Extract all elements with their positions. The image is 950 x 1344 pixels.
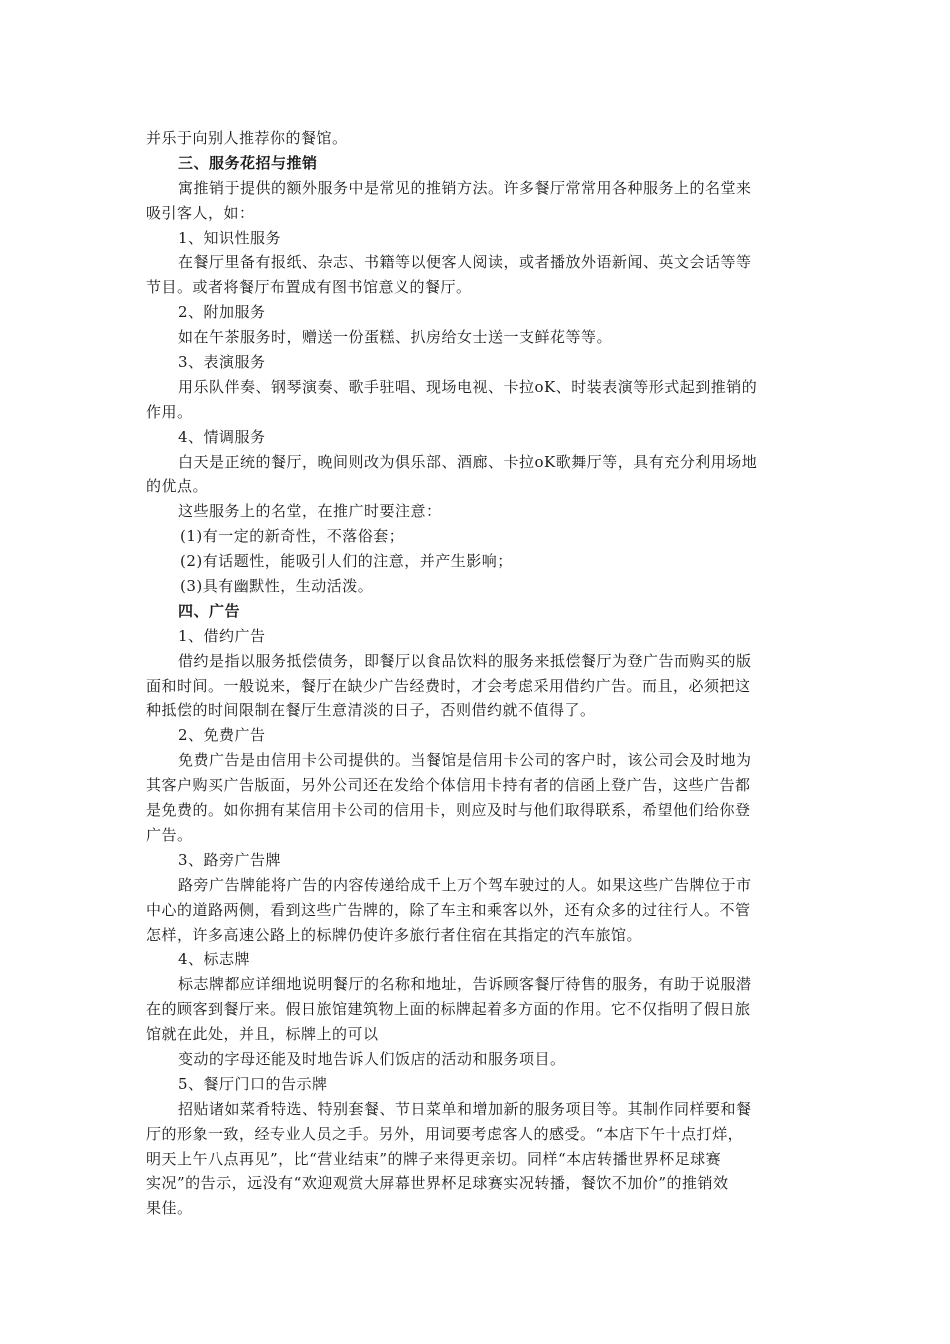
subsection-heading: 1、知识性服务 bbox=[178, 228, 282, 247]
paragraph-line: 变动的字母还能及时地告诉人们饭店的活动和服务项目。 bbox=[178, 1049, 566, 1068]
section-heading: 四、广告 bbox=[178, 601, 241, 620]
paragraph-line: 路旁广告牌能将广告的内容传递给成千上万个驾车驶过的人。如果这些广告牌位于市 bbox=[178, 875, 752, 894]
subsection-heading: 5、餐厅门口的告示牌 bbox=[178, 1074, 328, 1093]
paragraph-line: 种抵偿的时间限制在餐厅生意清淡的日子，否则借约就不值得了。 bbox=[146, 701, 596, 720]
paragraph-line: 用乐队伴奏、钢琴演奏、歌手驻唱、现场电视、卡拉oK、时装表演等形式起到推销的 bbox=[178, 377, 758, 396]
paragraph-line: 免费广告是由信用卡公司提供的。当餐馆是信用卡公司的客户时，该公司会及时地为 bbox=[178, 751, 752, 770]
paragraph-line: 馆就在此处，并且，标牌上的可以 bbox=[146, 1025, 379, 1044]
paragraph-line: 寓推销于提供的额外服务中是常见的推销方法。许多餐厅常常用各种服务上的名堂来 bbox=[178, 178, 752, 197]
paragraph-line: 这些服务上的名堂，在推广时要注意： bbox=[178, 502, 442, 521]
paragraph-line: 厅的形象一致，经专业人员之手。另外，用词要考虑客人的感受。“本店下午十点打烊， bbox=[146, 1124, 744, 1143]
subsection-heading: 2、免费广告 bbox=[178, 726, 266, 745]
paragraph-line: 作用。 bbox=[146, 402, 193, 421]
subsection-heading: 4、标志牌 bbox=[178, 950, 251, 969]
document-body bbox=[146, 126, 806, 1221]
paragraph-line: 是免费的。如你拥有某信用卡公司的信用卡，则应及时与他们取得联系，希望他们给你登 bbox=[146, 801, 751, 820]
paragraph-line: 标志牌都应详细地说明餐厅的名称和地址，告诉顾客餐厅待售的服务，有助于说服潜 bbox=[178, 975, 752, 994]
paragraph-line: 招贴诸如菜肴特选、特别套餐、节日菜单和增加新的服务项目等。其制作同样要和餐 bbox=[178, 1099, 752, 1118]
paragraph-line: 怎样，许多高速公路上的标牌仍使许多旅行者住宿在其指定的汽车旅馆。 bbox=[146, 925, 643, 944]
paragraph-line: 如在午茶服务时，赠送一份蛋糕、扒房给女士送一支鲜花等等。 bbox=[178, 328, 613, 347]
subsection-heading: 4、情调服务 bbox=[178, 427, 266, 446]
paragraph-line: 明天上午八点再见”，比“营业结束”的牌子来得更亲切。同样“本店转播世界杯足球赛 bbox=[146, 1149, 722, 1168]
paragraph-line: 果佳。 bbox=[146, 1199, 193, 1218]
paragraph-line: 白天是正统的餐厅，晚间则改为俱乐部、酒廊、卡拉oK歌舞厅等，具有充分利用场地 bbox=[178, 452, 758, 471]
paragraph-line: 其客户购买广告版面，另外公司还在发给个体信用卡持有者的信函上登广告，这些广告都 bbox=[146, 776, 751, 795]
paragraph-line: 并乐于向别人推荐你的餐馆。 bbox=[146, 129, 348, 147]
paragraph-line: 中心的道路两侧，看到这些广告牌的，除了车主和乘客以外，还有众多的过往行人。不管 bbox=[146, 900, 751, 919]
paragraph-line: 实况”的告示，远没有“欢迎观赏大屏幕世界杯足球赛实况转播，餐饮不加价”的推销效 bbox=[146, 1174, 729, 1193]
subsection-heading: 2、附加服务 bbox=[178, 303, 266, 322]
list-item: (2)有话题性，能吸引人们的注意，并产生影响； bbox=[180, 552, 513, 571]
subsection-heading: 3、表演服务 bbox=[178, 353, 266, 372]
paragraph-line: 吸引客人，如： bbox=[146, 203, 255, 222]
section-heading: 三、服务花招与推销 bbox=[178, 153, 318, 172]
subsection-heading: 1、借约广告 bbox=[178, 626, 266, 645]
subsection-heading: 3、路旁广告牌 bbox=[178, 850, 282, 869]
paragraph-line: 节目。或者将餐厅布置成有图书馆意义的餐厅。 bbox=[146, 278, 472, 297]
paragraph-line: 在餐厅里备有报纸、杂志、书籍等以便客人阅读，或者播放外语新闻、英文会话等等 bbox=[178, 253, 752, 272]
paragraph-line: 的优点。 bbox=[146, 477, 209, 496]
paragraph-line: 在的顾客到餐厅来。假日旅馆建筑物上面的标牌起着多方面的作用。它不仅指明了假日旅 bbox=[146, 1000, 751, 1019]
list-item: (1)有一定的新奇性，不落俗套； bbox=[180, 527, 405, 546]
paragraph-line: 广告。 bbox=[146, 825, 193, 844]
list-item: (3)具有幽默性，生动活泼。 bbox=[180, 577, 374, 596]
paragraph-line: 面和时间。一般说来，餐厅在缺少广告经费时，才会考虑采用借约广告。而且，必须把这 bbox=[146, 676, 751, 695]
paragraph-line: 借约是指以服务抵偿债务，即餐厅以食品饮料的服务来抵偿餐厅为登广告而购买的版 bbox=[178, 651, 752, 670]
